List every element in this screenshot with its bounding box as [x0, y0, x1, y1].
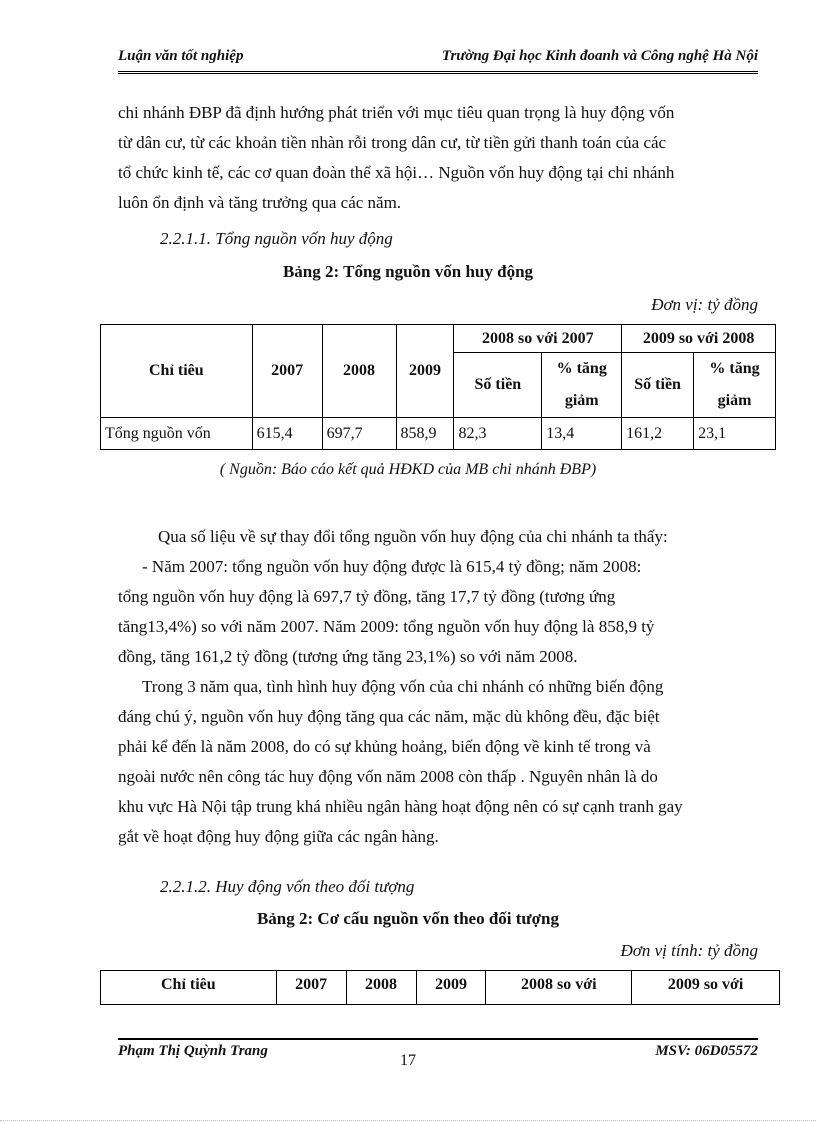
- text-line: tăng13,4%) so với năm 2007. Năm 2009: tổng nguồn vốn huy động là 858,9 tỷ: [118, 617, 655, 636]
- table-row: [101, 418, 776, 450]
- header-left: Luận văn tốt nghiệp: [118, 48, 244, 64]
- header-2007: 2007: [252, 325, 322, 418]
- table-cell: 13,4: [542, 418, 622, 450]
- table-cell: 615,4: [252, 418, 322, 450]
- text-line: đáng chú ý, nguồn vốn huy động tăng qua các năm, mặc dù không đều, đặc biệt: [118, 707, 660, 726]
- header-2007: 2007: [276, 971, 346, 1005]
- header-compare-2009-2008: 2009 so với 2008: [622, 325, 776, 353]
- unit-label-2: Đơn vị tính: tỷ đồng: [620, 941, 758, 960]
- section-heading-2: 2.2.1.2. Huy động vốn theo đối tượng: [160, 877, 415, 896]
- text-line: gắt về hoạt động huy động giữa các ngân hàng.: [118, 827, 439, 846]
- header-right: Trường Đại học Kinh đoanh và Công nghệ Hà Nội: [441, 48, 758, 64]
- header-amount: Số tiền: [454, 353, 542, 418]
- text-line: từ dân cư, từ các khoản tiền nhàn rỗi trong dân cư, từ tiền gửi thanh toán của các: [118, 133, 667, 152]
- funding-table: [100, 324, 776, 450]
- header-rule: [118, 71, 758, 74]
- footer-author: Phạm Thị Quỳnh Trang: [118, 1043, 268, 1059]
- section-heading-1: 2.2.1.1. Tổng nguồn vốn huy động: [160, 229, 393, 248]
- header-2008: 2008: [322, 325, 396, 418]
- text-line: chi nhánh ĐBP đã định hướng phát triển với mục tiêu quan trọng là huy động vốn: [118, 103, 675, 122]
- header-compare-2008-2007: 2008 so với 2007: [454, 325, 622, 353]
- header-compare-2008: 2008 so với: [486, 971, 632, 1005]
- table-cell: 23,1: [694, 418, 776, 450]
- header-indicator: Chỉ tiêu: [101, 971, 277, 1005]
- table-title-2: Bảng 2: Cơ cấu nguồn vốn theo đối tượng: [256, 909, 560, 928]
- header-2008: 2008: [346, 971, 416, 1005]
- unit-label-1: Đơn vị: tỷ đồng: [651, 295, 758, 314]
- text-line: luôn ổn định và tăng trưởng qua các năm.: [118, 193, 402, 212]
- header-indicator: Chỉ tiêu: [101, 325, 253, 418]
- header-compare-2009: 2009 so với: [632, 971, 780, 1005]
- text-line: khu vực Hà Nội tập trung khá nhiều ngân hàng hoạt động nên có sự cạnh tranh gay: [118, 797, 683, 816]
- text-line: phải kể đến là năm 2008, do có sự khủng hoảng, biến động về kinh tế trong và: [118, 737, 651, 756]
- text-line: Qua số liệu về sự thay đổi tổng nguồn vốn huy động của chi nhánh ta thấy:: [158, 527, 668, 546]
- page-header: [118, 44, 758, 70]
- text-line: tổ chức kinh tế, các cơ quan đoàn thể xã hội… Nguồn vốn huy động tại chi nhánh: [118, 163, 675, 182]
- page-number: 17: [400, 1052, 416, 1069]
- table-cell: 858,9: [396, 418, 454, 450]
- table-cell: Tổng nguồn vốn: [101, 418, 253, 450]
- text-line: ngoài nước nên công tác huy động vốn năm 2008 còn thấp . Nguyên nhân là do: [118, 767, 658, 786]
- analysis-paragraph: [118, 522, 758, 852]
- text-line: Trong 3 năm qua, tình hình huy động vốn của chi nhánh có những biến động: [142, 677, 664, 696]
- table-source: ( Nguồn: Báo cáo kết quả HĐKD của MB chi nhánh ĐBP): [219, 461, 597, 478]
- table-cell: 697,7: [322, 418, 396, 450]
- table-cell: 82,3: [454, 418, 542, 450]
- intro-paragraph: [118, 98, 758, 218]
- header-amount: Số tiền: [622, 353, 694, 418]
- text-line: đồng, tăng 161,2 tỷ đồng (tương ứng tăng 23,1%) so với năm 2008.: [118, 647, 578, 666]
- header-percent: % tăng giảm: [542, 353, 622, 418]
- table-title-1: Bảng 2: Tổng nguồn vốn huy động: [282, 262, 534, 281]
- footer-student-id: MSV: 06D05572: [655, 1043, 758, 1059]
- table-cell: 161,2: [622, 418, 694, 450]
- header-2009: 2009: [396, 325, 454, 418]
- footer-rule: [118, 1038, 758, 1040]
- structure-table: [100, 970, 780, 1005]
- text-line: tổng nguồn vốn huy động là 697,7 tỷ đồng, tăng 17,7 tỷ đồng (tương ứng: [118, 587, 616, 606]
- page-bottom-edge: [0, 1120, 816, 1121]
- text-line: - Năm 2007: tổng nguồn vốn huy động được là 615,4 tỷ đồng; năm 2008:: [142, 557, 642, 576]
- header-2009: 2009: [416, 971, 486, 1005]
- header-percent: % tăng giảm: [694, 353, 776, 418]
